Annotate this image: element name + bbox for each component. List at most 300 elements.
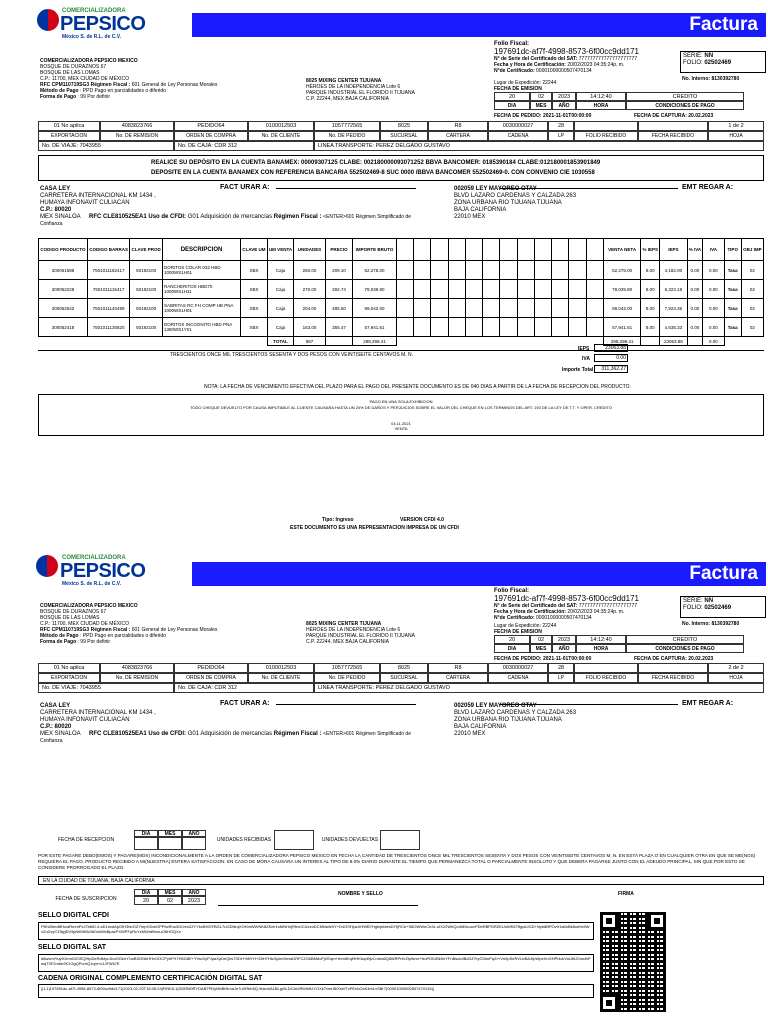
cliente-regimen: <ENTER>601 Régimen Simplificado de Confianza [40,214,411,227]
divider [38,350,764,351]
row-ieps: 6,323.18 [660,280,687,299]
rec-dia-value[interactable] [134,837,158,850]
document-title: Factura [689,563,758,584]
branch-block [306,78,486,102]
emitter-addr2: BOSQUE DE LAS LOMAS [40,70,100,76]
entregar-a-label: EMT REGAR A: [682,700,734,707]
fecha-pedido: FECHA DE PEDIDO: 2021-11-01T00:00:00 [494,656,592,662]
folio-fiscal: 197691dc-af7f-4998-8573-6f00cc9dd171 [494,594,640,603]
branch-line3: PARQUE INDUSTRIAL EL FLORIDO II TIJUANA [306,633,415,639]
total-iva: 0.00 [703,337,724,346]
cliente-uso-cfdi: G01 Adquisición de mercancías [187,731,273,737]
row-code: 300052228 [39,280,88,299]
row-bar: 7501011182417 [87,261,129,280]
rec-mes-value[interactable] [158,837,182,850]
row-um: XBX [241,261,268,280]
h-cartera: CARTERA [428,673,488,683]
suscripcion-table [38,889,634,909]
branch-line2: HÉROES DE LA INDEPENDENCIA Lote 6 [306,627,401,633]
emitter-rfc: RFC CPM110719SG3 [40,82,90,88]
h-dia: DIA [494,101,530,110]
brand-name: PEPSICO [60,13,146,35]
row-gross: 79,039.80 [353,280,397,299]
h-condiciones: CONDICIONES DE PAGO [626,644,744,653]
brand-sub: México S. de R.L. de C.V. [62,34,121,40]
h-pedido: No. DE PEDIDO [314,673,380,683]
ref-cartera: R8 [428,663,488,673]
entregar-a-label: EMT REGAR A: [682,184,734,191]
no-viaje: No. DE VIAJE: 7043955 [38,141,174,151]
no-caja: No. DE CAJA: CDR 312 [174,141,314,151]
emitter-addr3: C.P.: 11700, MEX CIUDAD DE MÉXICO [40,76,130,82]
ref-hoja: 1 de 2 [708,121,764,131]
entrega-addr3: BAJA CALIFORNIA [454,207,507,213]
col-descripcion: DESCRIPCION [162,239,240,261]
fecha-cert-label: Fecha y Hora de Certificación: [494,62,566,68]
col-venta-neta: VENTA NETA [603,239,641,261]
nocert-value: 00001000000507470134 [536,615,592,621]
forma-value: 99 Por definir [80,639,111,645]
total-units: 887 [294,337,325,346]
entrega-addr3: BAJA CALIFORNIA [454,724,507,730]
entrega-addr2: ZONA URBANA RIO TIJUANA TIJUANA [454,200,562,206]
row-ieps: 4,182.00 [660,261,687,280]
row-piva: 0.00 [687,280,703,299]
version-cfdi: VERSION CFDI 4.0 [400,517,444,523]
cliente-rfc: RFC CLE810525EA1 Uso de CFDI: [89,214,187,220]
nocert-value: 00001000000507470134 [536,68,592,74]
row-um: XBX [241,299,268,318]
emitter-addr2: BOSQUE DE LAS LOMAS [40,615,100,621]
legal-box [38,394,764,436]
emision-anio: 2023 [552,635,576,644]
emitter-regimen-label: Régimen Fiscal : [90,627,131,633]
row-tipo: Tasa [724,318,741,337]
row-ieps: 7,923.36 [660,299,687,318]
fecha-emision-label: FECHA DE EMISION [494,629,542,635]
ref-cartera: R8 [428,121,488,131]
cliente-regimen-label: Régimen Fiscal : [273,214,322,220]
folio-label: FOLIO: [683,605,703,611]
cliente-cp: C.P.: 80020 [40,724,72,730]
emitter-block: COMERCIALIZADORA PEPSICO MEXICO BOSQUE DE DURAZNOS 67 BOSQUE DE LAS LOMAS C.P.: 11700, MEX CIUDAD DE MÉXICO RFC CPM110719SG3 Régimen Fiscal : 601 General de Ley Personas Morales Método de Pago : PPD Pago en parcialidades o diferido Forma de Pago : 99 Por definir [40,58,270,100]
pagare-ciudad: EN LA CIUDAD DE TIJUANA, BAJA CALIFORNIA [38,876,764,885]
emision-mes: 02 [530,635,552,644]
row-pieps: 8.00 [641,261,660,280]
row-um: XBX [241,318,268,337]
ref-sucursal: 8025 [380,663,428,673]
cliente-cp: C.P.: 80020 [40,207,72,213]
metodo-value: PPD Pago en parcialidades o diferido [82,88,166,94]
emision-mes: 02 [530,92,552,101]
row-tipo: Tasa [724,280,741,299]
row-neta: 79,039.80 [603,280,641,299]
brand-sub: México S. de R.L. de C.V. [62,581,121,587]
total-neta: 288,298.41 [603,337,641,346]
row-price: 292.74 [325,280,352,299]
row-desc: DORITOS COLAR 032 HBD 1000WS1H01 [162,261,240,280]
h-cadena: CADENA [488,131,548,141]
row-clave: 50192100 [130,299,163,318]
row-units: 270.00 [294,280,325,299]
row-pieps: 8.00 [641,318,660,337]
rec-mes: MES [158,830,182,837]
ref-pedido: 1057772565 [314,663,380,673]
cadena-original: ||1.1|197691dc-af7f-4998-8573-6f00cc9dd171|2023-02-20T16:35:24|FINKIL1|DDRM0RYDAB7PDyMbBHImaJe7uXRbb5Q.9nkmIA1BLgr5LDCAh/RMrMUYOXk7vmrI8/Xm0TxPEnbOxK4mLvSBrT|00001000000507470134|| [38,984,594,998]
h-cliente: No. DE CLIENTE [248,131,314,141]
total-label: TOTAL [267,337,294,346]
col-precio: PRECIO [325,239,352,261]
h-sucursal: SUCURSAL [380,673,428,683]
row-bar: 7501011130820 [87,318,129,337]
branch-line1: 8025 MIXING CENTER TIJUANA [306,621,382,627]
facturar-block [40,703,420,745]
fecha-emision-label: FECHA DE EMISION [494,86,542,92]
row-code: 300052542 [39,299,88,318]
fiscal-block [494,588,664,621]
row-bar: 7501011140499 [87,299,129,318]
sus-anio: AÑO [182,889,206,896]
row-tipo: Tasa [724,299,741,318]
cliente-estado: MEX SINALOA [40,214,81,220]
h-folio-recibido: FOLIO RECIBIDO [574,131,638,141]
row-ieps: 4,635.33 [660,318,687,337]
numero-interno: No. Interno: 8130392780 [682,621,740,627]
facturar-block [40,186,420,228]
ref-exportacion: 01 No aplica [38,663,100,673]
recepcion-table [38,830,508,850]
emitter-addr1: BOSQUE DE DURAZNOS 67 [40,609,107,615]
metodo-label: Método de Pago [40,633,79,639]
cliente-estado: MEX SINALOA [40,731,81,737]
fecha-pedido: FECHA DE PEDIDO: 2021-11-01T00:00:00 [494,113,592,119]
nocert-label: N°de Certificado: [494,615,535,621]
row-umv: Caja [267,318,294,337]
brand-name: PEPSICO [60,560,146,582]
row-desc: SABRITAS RC FH COMP HB PNA 1000WS1H01 [162,299,240,318]
h-fecha-recibido: FECHA RECIBIDO [638,673,708,683]
row-price: 355.47 [325,318,352,337]
forma-label: Forma de Pago [40,639,77,645]
emitter-addr3: C.P.: 11700, MEX CIUDAD DE MÉXICO [40,621,130,627]
h-anio: AÑO [552,644,576,653]
col-piva: % IVA [687,239,703,261]
title-bar [192,562,766,586]
row-desc: RANCHERITOS HBD70 1000WS1H11 [162,280,240,299]
row-piva: 0.00 [687,299,703,318]
cliente-nombre: CASA LEY [40,703,71,709]
document-title: Factura [689,14,758,35]
csd-value: 777777777777777777777 [578,603,638,609]
h-hora: HORA [576,101,626,110]
row-clave: 50192100 [130,280,163,299]
h-hoja: HOJA [708,673,764,683]
h-exportacion: EXPORTACION [38,131,100,141]
pepsi-globe-icon [36,555,58,577]
row-piva: 0.00 [687,261,703,280]
refs-table [38,663,764,695]
ieps-label: IEPS [578,346,590,352]
branch-block [306,621,486,645]
ref-remision: 4083823766 [100,663,174,673]
serie-value: NN [704,53,714,59]
folio-fiscal-label: Folio Fiscal: [494,588,530,594]
row-iva: 0.00 [703,299,724,318]
linea-transporte: LINEA TRANSPORTE: PEREZ DELGADO GUSTAVO [314,683,764,693]
col-bruto: IMPORTE BRUTO [353,239,397,261]
emitter-regimen-label: Régimen Fiscal : [90,82,131,88]
rec-anio: AÑO [182,830,206,837]
fecha-suscripcion-label: FECHA DE SUSCRIPCION [55,896,117,902]
row-units: 163.00 [294,318,325,337]
row-umv: Caja [267,299,294,318]
row-gross: 52,275.00 [353,261,397,280]
row-iva: 0.00 [703,261,724,280]
h-orden-compra: ORDEN DE COMPRA [174,673,248,683]
cliente-addr2: HUMAYA INFONAVIT CULIACAN [40,200,130,206]
entrega-addr4: 22010 MEX [454,731,486,737]
row-pieps: 8.00 [641,280,660,299]
sus-mes-value: 02 [158,896,182,905]
lugar-expedicion: Lugar de Expedición: 22244 [494,80,557,86]
h-pedido: No. DE PEDIDO [314,131,380,141]
col-ieps: IEPS [660,239,687,261]
fecha-recepcion-label: FECHA DE RECEPCION [57,837,115,843]
emision-anio: 2023 [552,92,576,101]
emitter-regimen: 601 General de Ley Personas Morales [131,82,218,88]
branch-line4: C.P. 22244, MEX BAJA CALIFORNIA [306,96,389,102]
numero-interno: No. Interno: 8130392780 [682,76,740,82]
row-obj: 02 [741,261,763,280]
row-umv: Caja [267,280,294,299]
ref-folio-recibido [574,121,638,131]
legal-l2: TODO CHEQUE DEVUELTO POR CAUSA IMPUTABLE AL CLIENTE CAUSARA HASTA UN 20% DE DAÑOS Y PERJUICIOS SOBRE EL VALOR DEL CHEQUE EN LOS TERMINOS DEL ART. 193 DE LA LEY DE T.T. Y OPER. CREDITO [190,405,612,410]
h-lp: LP [548,673,574,683]
col-barras: CODIGO BARRAS [87,239,129,261]
row-iva: 0.00 [703,280,724,299]
ref-cadena: 0030000027 [488,121,548,131]
cliente-addr2: HUMAYA INFONAVIT CULIACAN [40,717,130,723]
unidades-recibidas-label: UNIDADES RECIBIDAS [216,837,272,843]
unidades-devueltas-label: UNIDADES DEVUELTAS [321,837,379,843]
iva-total: 0.00 [594,354,628,362]
serie-label: SERIE: [683,53,703,59]
ref-orden-compra: PEDIDO64 [174,663,248,673]
col-codigo: CODIGO PRODUCTO [39,239,88,261]
row-obj: 02 [741,299,763,318]
row-desc: DORITOS INCOGNITO HBD PNA 1380WS1Y01 [162,318,240,337]
ref-cliente: 0100012503 [248,663,314,673]
cliente-addr1: CARRETERA INTERNACIONAL KM 1434 , [40,193,156,199]
total-gross: 288,298.41 [353,337,397,346]
ref-folio-recibido [574,663,638,673]
col-unidades: UNIDADES [294,239,325,261]
emision-dia: 20 [494,635,530,644]
h-mes: MES [530,101,552,110]
csd-value: 777777777777777777777 [578,56,638,62]
cliente-regimen-label: Régimen Fiscal : [273,731,322,737]
brand-small: COMERCIALIZADORA [62,555,126,561]
branch-line3: PARQUE INDUSTRIAL EL FLORIDO II TIJUANA [306,90,415,96]
branch-line4: C.P. 22244, MEX BAJA CALIFORNIA [306,639,389,645]
sello-cfdi: PiEvIBmdBHuwRmmPxJ7b6lD.4.aD1ircdApGfH3fzrGZYirrpG0vkGPPbcRns3Gr.bm2ZYYkxBHGFBGL7uGDNrqXOHmWWNK8ZNrrr1sMNHnjRfrcrlCUezoDCMNwfz0Y+D4GSHyaJrHWB7HgfcjebiesDYIjRCb+S8OWWnCh3L.uIX22WhQo4M9cuuxPDbRBPDRZKUuWK67ftgukJGD+Nyb8BPOvfr1a6nBk8uetIv5WvZuGvyTZItiyjDV5jeWM6W4bDoiMfcBpazPXWPFpRcYzMWrdBnnuO6HGQXx [38,922,594,940]
rec-dia: DIA [134,830,158,837]
items-header-row [39,239,764,261]
folio-fiscal-label: Folio Fiscal: [494,41,530,47]
emision-dia: 20 [494,92,530,101]
row-neta: 52,275.00 [603,261,641,280]
table-row [39,299,764,318]
folio-label: FOLIO: [683,60,703,66]
col-clave-um: CLAVE UM [241,239,268,261]
emitter-regimen: 601 General de Ley Personas Morales [131,627,218,633]
folio-fiscal: 197691dc-af7f-4998-8573-6f00cc9dd171 [494,47,640,56]
fecha-captura: FECHA DE CAPTURA: 20.02.2023 [634,656,714,662]
ref-sucursal: 8025 [380,121,428,131]
h-remision: No. DE REMISION [100,131,174,141]
sello-sat-label: SELLO DIGITAL SAT [38,944,107,951]
condiciones-pago: CREDITO [626,92,744,101]
table-row [39,318,764,337]
importe-total-label: Importe Total [562,367,594,373]
facturar-a-label: FACT URAR A: [220,184,270,191]
fecha-cert-value: 20/02/2023 04:35:24p. m. [567,609,625,615]
rec-anio-value[interactable] [182,837,206,850]
nocert-label: N°de Certificado: [494,68,535,74]
legal-l4: VENTA [394,426,408,431]
emitter-name: COMERCIALIZADORA PEPSICO MEXICO [40,603,138,609]
h-mes: MES [530,644,552,653]
fiscal-block [494,41,664,74]
row-units: 204.00 [294,299,325,318]
folio-value: 02502469 [704,605,732,611]
row-pieps: 8.00 [641,299,660,318]
col-um-venta: UM VENTA [267,239,294,261]
row-tipo: Tasa [724,261,741,280]
sus-dia-value: 20 [134,896,158,905]
row-neta: 57,941.61 [603,318,641,337]
ref-lp: 28 [548,121,574,131]
tipo-comprobante: Tipo: Ingreso [322,517,354,523]
h-cadena: CADENA [488,673,548,683]
bank-line2: DEPOSITE EN LA CUENTA BANAMEX CON REFERENCIA BANCARIA 552502469-8 SUC 0000 /BBVA BANCOMER 552502469-0. CON CONVENIO CIE 1030558 [151,170,595,176]
table-row [39,280,764,299]
entrega-addr1: BLVD LAZARO CARDENAS Y CALZADA 263 [454,193,577,199]
sus-mes: MES [158,889,182,896]
sello-cfdi-label: SELLO DIGITAL CFDI [38,912,109,919]
forma-value: 99 Por definir [80,94,111,100]
serie-label: SERIE: [683,598,703,604]
serie-folio-box [680,51,766,73]
nombre-sello-label: NOMBRE Y SELLO [338,891,383,897]
ref-pedido: 1057772565 [314,121,380,131]
brand-small: COMERCIALIZADORA [62,8,126,14]
lugar-expedicion: Lugar de Expedición: 22244 [494,623,557,629]
cliente-rfc: RFC CLE810525EA1 Uso de CFDI: [89,731,187,737]
entrega-addr4: 22010 MEX [454,214,486,220]
col-clave: CLAVE PROD [130,239,163,261]
emitter-rfc: RFC CPM110719SG3 [40,627,90,633]
row-um: XBX [241,280,268,299]
entrega-nombre: 002059 LEY MAYOREO OTAY [454,703,537,709]
h-cartera: CARTERA [428,131,488,141]
no-viaje: No. DE VIAJE: 7043955 [38,683,174,693]
folio-value: 02502469 [704,60,732,66]
h-fecha-recibido: FECHA RECIBIDO [638,131,708,141]
emitter-block: COMERCIALIZADORA PEPSICO MEXICO BOSQUE DE DURAZNOS 67 BOSQUE DE LAS LOMAS C.P.: 11700, MEX CIUDAD DE MÉXICO RFC CPM110719SG3 Régimen Fiscal : 601 General de Ley Personas Morales Método de Pago : PPD Pago en parcialidades o diferido Forma de Pago : 99 Por definir [40,603,270,645]
row-obj: 02 [741,280,763,299]
h-folio-recibido: FOLIO RECIBIDO [574,673,638,683]
col-pieps: % IEPS [641,239,660,261]
col-obj: OBJ IMP [741,239,763,261]
row-gross: 99,042.00 [353,299,397,318]
iva-label: IVA [582,356,590,362]
pagare-text: POR ESTE PAGARE DEBO(EMOS) Y PAGARE(MOS) INCONDICIONALMENTE A LA ORDEN DE COMERCIALIZADORA PEPSICO MEXICO EN FECHA LA CANTIDAD DE TRESCIENTOS ONCE MIL TRESCIENTOS SESENTA Y DOS PESOS CON VEINTISEITE CENTAVOS M. N. EN ESTA PLAZA O EN CUALQUIER OTRA EN QUE SE ME(NOS) REQUIERA EL PAGO. PRODUCTO RECIBIDO A MI(NUESTRA) ENTERA SATISFACCION. EN CASO DE MORA CAUSARA UN INTERES AL TIPO DE 8.0% DIARIO DURANTE EL TIEMPO QUE PERMANEZCA TOTAL O PARCIALMENTE INSOLUTO Y QUE DEBERA PAGARSE JUNTO CON EL ADEUDO PRINCIPAL, SIN QUE POR ESTO SE CONSIDERE PRORROGADO EL PLAZO. [38,853,756,870]
unidades-recibidas-value[interactable] [274,830,314,850]
h-hora: HORA [576,644,626,653]
table-row [39,261,764,280]
emision-hora: 14:12:40 [576,92,626,101]
items-table [38,238,764,346]
unidades-devueltas-value[interactable] [380,830,420,850]
row-clave: 50192100 [130,261,163,280]
emitter-addr1: BOSQUE DE DURAZNOS 67 [40,64,107,70]
firma-label: FIRMA [618,891,634,897]
branch-line1: 8025 MIXING CENTER TIJUANA [306,78,382,84]
row-price: 485.50 [325,299,352,318]
sus-dia: DIA [134,889,158,896]
ref-cadena: 0030000027 [488,663,548,673]
entregar-block [454,703,704,738]
csd-label: N° de Serie del Certificado del SAT: [494,603,578,609]
row-price: 209.10 [325,261,352,280]
cliente-addr1: CARRETERA INTERNACIONAL KM 1434 , [40,710,156,716]
serie-value: NN [704,598,714,604]
cliente-nombre: CASA LEY [40,186,71,192]
row-gross: 57,941.61 [353,318,397,337]
ref-fecha-recibido [638,121,708,131]
cadena-label: CADENA ORIGINAL COMPLEMENTO CERTIFICACIÓN DIGITAL SAT [38,975,263,982]
row-obj: 02 [741,318,763,337]
ref-hoja: 2 de 2 [708,663,764,673]
sus-anio-value: 2023 [182,896,206,905]
row-clave: 50192100 [130,318,163,337]
totals-row [39,337,764,346]
bank-box [38,155,764,181]
row-neta: 99,042.00 [603,299,641,318]
sello-sat: d8wvmYtuy9JrrmGZ0SQHlpDeRdbtyc1boOGknY1wBXDNhHHvOOCPyhFH7HKD8f/+Y9rcGyPJpaXpDeQiw7SDH+MiYH+28H7HtcSjAmSmwDRFCZGkB6MoFjVEqm+rbm5Kqf9HKbqd9jvCnrbs6Q8WRPrKrZtpfkmr+NoPDIUBk9nYFnBsdc4BcDZYtyG3ImPqZr+Vn0pSeRVUvBAJtpWpeXnGHPi4ckVuUf6JOaxlhPwqT3F2m6e2K1GgQPcrnQ1qm+c1JFWk7E [38,954,594,972]
h-orden-compra: ORDEN DE COMPRA [174,131,248,141]
entrega-addr1: BLVD LAZARO CARDENAS Y CALZADA 263 [454,710,577,716]
facturar-a-label: FACT URAR A: [220,700,270,707]
fecha-captura: FECHA DE CAPTURA: 20.02.2023 [634,113,714,119]
row-units: 250.00 [294,261,325,280]
row-bar: 7501011115417 [87,280,129,299]
serie-folio-box [680,596,766,618]
h-exportacion: EXPORTACION [38,673,100,683]
row-code: 300051588 [39,261,88,280]
emitter-name: COMERCIALIZADORA PEPSICO MEXICO [40,58,138,64]
total-ieps: 23063.88 [660,337,687,346]
qr-code-icon [600,912,666,1012]
ref-remision: 4083823766 [100,121,174,131]
fecha-cert-label: Fecha y Hora de Certificación: [494,609,566,615]
h-hoja: HOJA [708,131,764,141]
importe-total: 311,362.27 [594,365,628,373]
ref-lp: 28 [548,663,574,673]
cliente-regimen: <ENTER>601 Régimen Simplificado de Confianza [40,731,411,744]
total-letras: TRESCIENTOS ONCE MIL TRESCIENTOS SESENTA Y DOS PESOS CON VEINTISEITE CENTAVOS M. N. [170,352,414,358]
